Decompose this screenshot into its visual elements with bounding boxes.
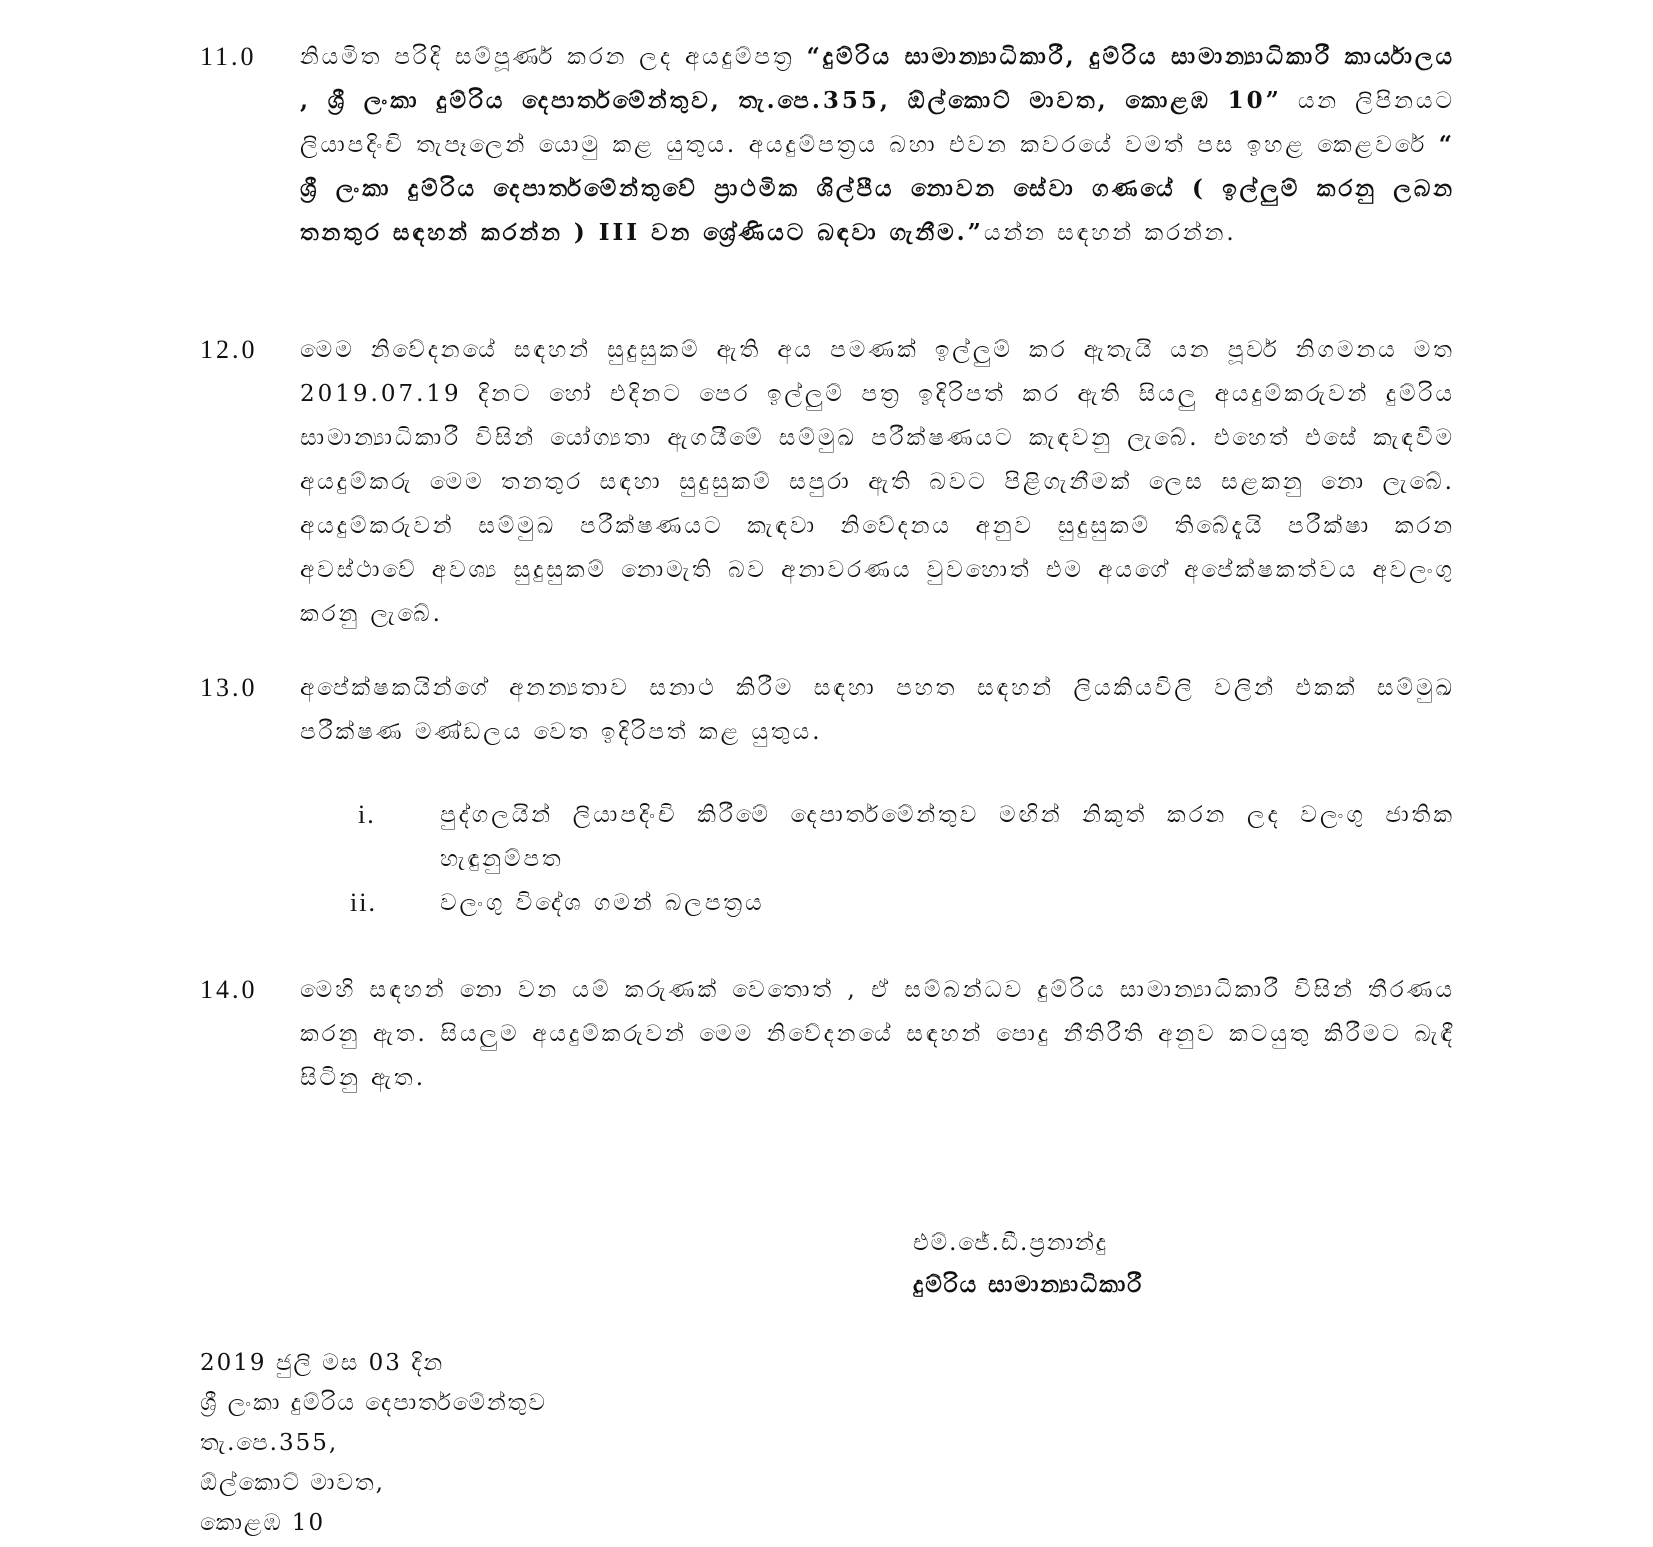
address-line: තැ.පෙ.355,	[200, 1430, 339, 1456]
signatory-name: එම්.ජේ.ඩී.ප්‍රනාන්දු	[913, 1230, 1109, 1256]
date-address-block	[200, 1343, 547, 1543]
section-number: 11.0	[200, 42, 257, 71]
list-item-text: වලංගු විදේශ ගමන් බලපත්‍රය	[440, 890, 765, 916]
address-line: කොළඹ 10	[200, 1510, 326, 1536]
list-marker: ii.	[350, 888, 377, 917]
text-segment: අපේක්ෂකයින්ගේ අනන්‍යතාව සනාථ කිරීම සඳහා පහත සඳහන් ලියකියවිලි වලින් එකක් සම්මුඛ පරීක්ෂණ මණ්ඩලය වෙත ඉදිරිපත් කළ යුතුය.	[300, 675, 1455, 745]
text-segment: නියමිත පරිදි සම්පූර්ණ කරන ලද අයදුම්පත්‍ර	[300, 44, 807, 70]
address-highlight: “දුම්රිය සාමාන්‍යාධිකාරී, දුම්රිය සාමාන්‍යාධිකාරී කාර්යාලය , ශ්‍රී ලංකා දුම්රිය දෙපාර්තමේන්තුව, තැ.පෙ.355, ඕල්කොට් මාවත, කොළඹ 10”	[300, 43, 1455, 114]
section-body	[300, 968, 1455, 1100]
address-line: ඕල්කොට් මාවත,	[200, 1470, 385, 1496]
section-number: 12.0	[200, 335, 258, 364]
list-marker: i.	[358, 800, 376, 829]
section-number: 14.0	[200, 975, 258, 1004]
section-body	[300, 328, 1455, 636]
address-line: ශ්‍රී ලංකා දුම්රිය දෙපාර්තමේන්තුව	[200, 1390, 547, 1416]
text-segment: මෙම නිවේදනයේ සඳහන් සුදුසුකම් ඇති අය පමණක් ඉල්ලුම් කර ඇතැයි යන පූර්ව නිගමනය මත 2019.07.19 දිනට හෝ එදිනට පෙර ඉල්ලුම් පත්‍ර ඉදිරිපත් කර ඇති සියලු අයදුම්කරුවන් දුම්රිය සාමාන්‍යාධිකාරී විසින් යෝග්‍යතා ඇගයීමේ සම්මුඛ පරීක්ෂණයට කැඳවනු ලැබේ. එහෙත් එසේ කැඳවීම අයදුම්කරු මෙම තනතුර සඳහා සුදුසුකම් සපුරා ඇති බවට පිළිගැනීමක් ලෙස සළකනු නො ලැබේ. අයදුම්කරුවන් සම්මුඛ පරීක්ෂණයට කැඳවා නිවේදනය අනුව සුදුසුකම් තිබේදැයි පරීක්ෂා කරන අවස්ථාවේ අවශ්‍ය සුදුසුකම් නොමැති බව අනාවරණය වුවහොත් එම අයගේ අපේක්ෂකත්වය අවලංගු කරනු ලැබේ.	[300, 337, 1455, 627]
issue-date: 2019 ජුලි මස 03 දින	[200, 1350, 445, 1376]
text-segment: යන්න සඳහන් කරන්න.	[983, 220, 1237, 246]
section-body	[300, 666, 1455, 754]
list-item-text: පුද්ගලයින් ලියාපදිංචි කිරීමේ දෙපාර්තමේන්තුව මඟින් නිකුත් කරන ලද වලංගු ජාතික හැඳුනුම්පත	[440, 802, 1455, 872]
section-body	[300, 35, 1455, 255]
signatory-title: දුම්රිය සාමාන්‍යාධිකාරී	[913, 1271, 1144, 1298]
envelope-label-highlight: “ ශ්‍රී ලංකා දුම්රිය දෙපාර්තමේන්තුවේ ප්‍රාථමික ශිල්පීය නොවන සේවා ගණයේ ( ඉල්ලුම් කරනු ලබන තනතුර සඳහන් කරන්න ) III වන ශ්‍රේණියට බඳවා ගැනීම.”	[300, 131, 1455, 246]
section-number: 13.0	[200, 673, 258, 702]
text-segment: යන ලිපිනයට ලියාපදිංචි තැපෑලෙන් යොමු කළ යුතුය. අයදුම්පත්‍රය බහා එවන කවරයේ වමත් පස ඉහළ කෙළවරේ	[300, 88, 1455, 158]
signature-block	[913, 1222, 1143, 1306]
text-segment: මෙහි සඳහන් නො වන යම් කරුණක් වෙතොත් , ඒ සම්බන්ධව දුම්රිය සාමාන්‍යාධිකාරී විසින් තීරණය කරනු ඇත. සියලුම අයදුම්කරුවන් මෙම නිවේදනයේ සඳහන් පොදු නීතිරීති අනුව කටයුතු කිරීමට බැඳී සිටිනු ඇත.	[300, 977, 1455, 1091]
